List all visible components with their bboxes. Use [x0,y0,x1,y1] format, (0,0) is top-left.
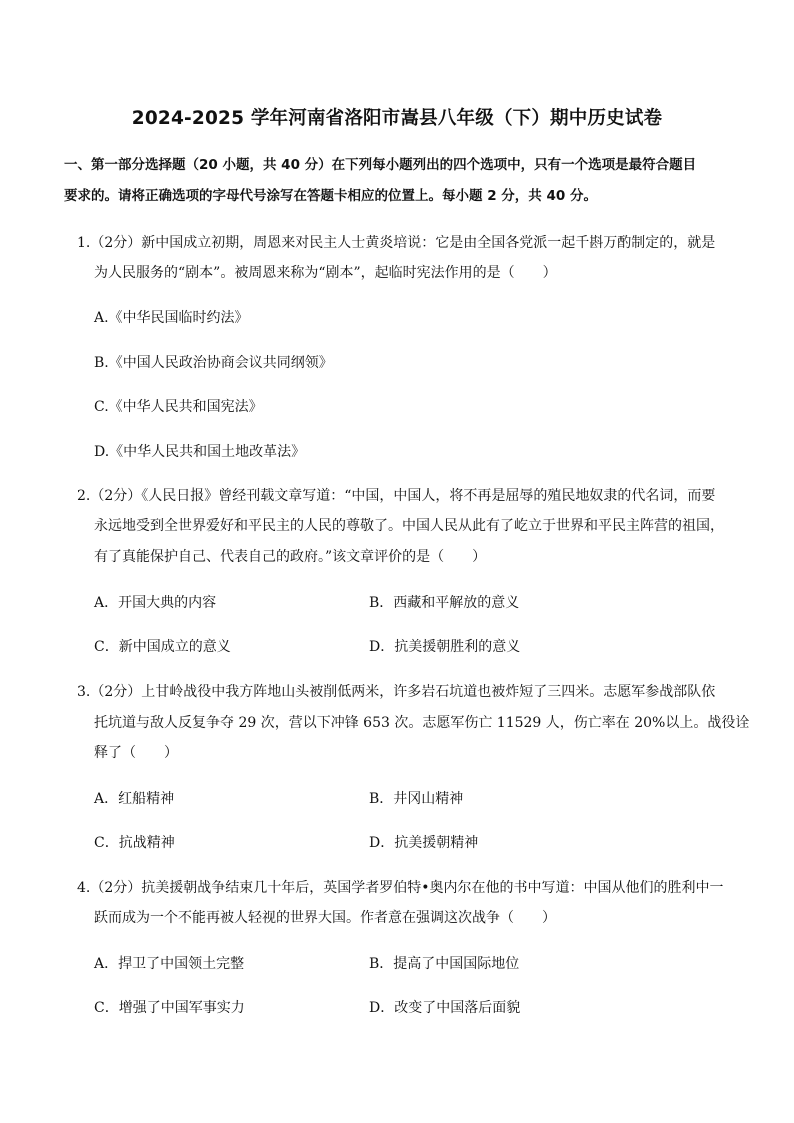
question-4-line-1: 4.（2分）抗美援朝战争结束几十年后，英国学者罗伯特•奥内尔在他的书中写道：中国从他们的胜利中一 [77,880,724,896]
question-3-line-1: 3.（2分）上甘岭战役中我方阵地山头被削低两米，许多岩石坑道也被炸短了三四米。志愿军参战部队依 [77,684,716,700]
question-1-option-a: A.《中华民国临时约法》 [94,310,249,326]
question-2-option-a: A．开国大典的内容 [94,595,217,611]
question-1-line-2: 为人民服务的“剧本”。被周恩来称为“剧本”，起临时宪法作用的是（ ） [94,265,557,281]
question-3-option-b: B．井冈山精神 [369,791,464,807]
question-2-line-1: 2.（2分）《人民日报》曾经刊载文章写道：“中国，中国人，将不再是屈辱的殖民地奴隶的代名词，而要 [77,488,716,504]
question-2-option-b: B．西藏和平解放的意义 [369,595,520,611]
question-1-option-b: B.《中国人民政治协商会议共同纲领》 [94,355,333,371]
exam-title: 2024-2025 学年河南省洛阳市嵩县八年级（下）期中历史试卷 [131,108,663,129]
question-1-option-c: C.《中华人民共和国宪法》 [94,399,263,415]
question-3-option-c: C．抗战精神 [94,835,175,851]
question-4-line-2: 跃而成为一个不能再被人轻视的世界大国。作者意在强调这次战争（ ） [94,910,556,926]
question-4-option-a: A．捍卫了中国领土完整 [94,956,245,972]
question-4-option-c: C．增强了中国军事实力 [94,1000,245,1016]
question-3-option-d: D．抗美援朝精神 [369,835,479,851]
question-2-line-2: 永远地受到全世界爱好和平民主的人民的尊敬了。中国人民从此有了屹立于世界和平民主阵营的祖国， [94,518,724,534]
question-3-line-3: 释了（ ） [94,745,178,761]
question-2-line-3: 有了真能保护自己、代表自己的政府。”该文章评价的是（ ） [94,549,487,565]
question-4-option-b: B．提高了中国国际地位 [369,956,520,972]
question-2-option-d: D．抗美援朝胜利的意义 [369,639,521,655]
question-3-option-a: A．红船精神 [94,791,175,807]
section-instructions-line-1: 一、第一部分选择题（20 小题，共 40 分）在下列每小题列出的四个选项中，只有一个选项是最符合题目 [64,157,697,173]
question-4-option-d: D．改变了中国落后面貌 [369,1000,521,1016]
question-3-line-2: 托坑道与敌人反复争夺 29 次，营以下冲锋 653 次。志愿军伤亡 11529 人，伤亡率在 20%以上。战役诠 [94,715,750,731]
question-1-option-d: D.《中华人民共和国土地改革法》 [94,444,306,460]
section-instructions [64,150,734,212]
section-instructions-line-2: 要求的。请将正确选项的字母代号涂写在答题卡相应的位置上。每小题 2 分，共 40 分。 [64,188,597,204]
question-1-line-1: 1.（2分）新中国成立初期，周恩来对民主人士黄炎培说：它是由全国各党派一起千斟万酌制定的，就是 [77,235,716,251]
question-2-option-c: C．新中国成立的意义 [94,639,231,655]
